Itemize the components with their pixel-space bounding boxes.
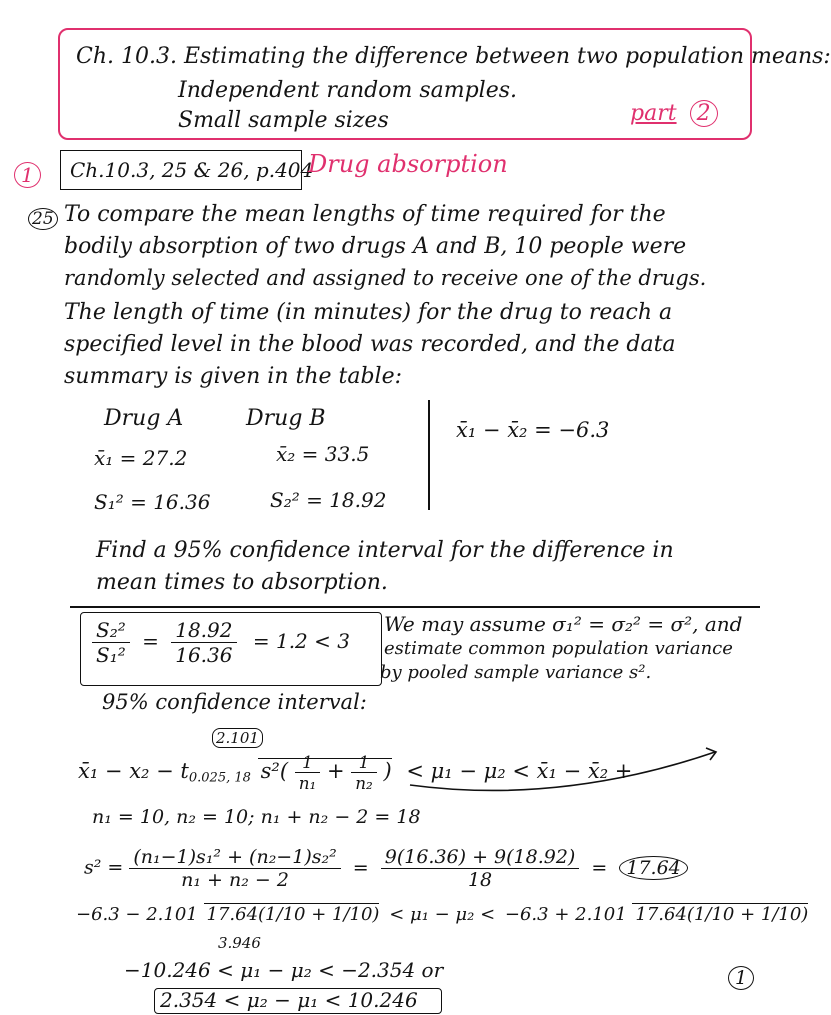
table-x1: x̄₁ = 27.2 [94, 446, 188, 470]
interval-calculation: −6.3 − 2.101 17.64(1/10 + 1/10) < μ₁ − μ₂ < −6.3 + 2.101 17.64(1/10 + 1/10) [76, 904, 809, 925]
solution-divider [70, 606, 760, 608]
pooled-values: $\frac{9(16.36) + 9(18.92)}{18}$ [381, 846, 580, 891]
ci-formula-radical: s²( $\frac{1}{\text{n₁}}$ + $\frac{1}{\text{n₂}}$ ) [258, 758, 392, 783]
assumption-line-3: by pooled sample variance s². [380, 662, 652, 683]
ci-formula: x̄₁ − $x_2 - t_{0.025, 18}$ s²( $\frac{1}{\text{n₁}}$ + $\frac{1}{\text{n₂}}$ ) < μ₁ − μ₂ < x̄₁ − x̄₂ + [78, 752, 633, 793]
problem-topic: Drug absorption [308, 150, 508, 178]
table-header-drug-a: Drug A [104, 406, 184, 431]
problem-number: 25 [28, 208, 58, 230]
question-line-1: Find a 95% confidence interval for the difference in [96, 538, 674, 563]
part-label [630, 100, 718, 127]
ref-circle-number: 1 [14, 162, 41, 188]
ratio-symbolic: $\frac{\text{S₂²}}{\text{S₁²}}$ [92, 618, 130, 667]
pooled-result: 17.64 [619, 856, 687, 880]
assumption-line-1: We may assume σ₁² = σ₂² = σ², and [384, 612, 743, 636]
question-line-2: mean times to absorption. [96, 570, 388, 595]
ratio-result: = 1.2 < 3 [252, 629, 350, 653]
problem-line-5: specified level in the blood was recorded, and the data [64, 332, 676, 357]
problem-reference: Ch.10.3, 25 & 26, p.404 [70, 158, 314, 182]
pooled-variance: s² = $\frac{\text{(n₁−1)s₁² + (n₂−1)s₂²}}{\text{n₁ + n₂ − 2}}$ = $\frac{9(16.36) + 9(18.92)}{18}$ = 17.64 [84, 846, 688, 891]
final-circle-number: 1 [728, 966, 754, 990]
margin-of-error: 3.946 [218, 934, 261, 952]
table-header-drug-b: Drug B [246, 406, 326, 431]
problem-line-6: summary is given in the table: [64, 364, 403, 389]
problem-line-3: randomly selected and assigned to receive one of the drugs. [64, 266, 707, 290]
header-subtitle-2: Small sample sizes [178, 108, 389, 133]
table-s1: S₁² = 16.36 [94, 490, 211, 514]
part-word: part [630, 101, 677, 126]
ci-label: 95% confidence interval: [102, 690, 367, 714]
result-line-2: 2.354 < μ₂ − μ₁ < 10.246 [160, 988, 418, 1012]
variance-ratio: $\frac{\text{S₂²}}{\text{S₁²}}$ = $\frac{18.92}{16.36}$ = 1.2 < 3 [92, 618, 350, 667]
header-subtitle: Independent random samples. [178, 78, 518, 103]
ratio-values: $\frac{18.92}{16.36}$ [171, 618, 236, 667]
result-line-1: −10.246 < μ₁ − μ₂ < −2.354 or [124, 958, 444, 982]
header-title: Ch. 10.3. Estimating the difference between two population means: [76, 44, 831, 69]
table-x2: x̄₂ = 33.5 [276, 442, 370, 466]
table-s2: S₂² = 18.92 [270, 488, 387, 512]
problem-line-4: The length of time (in minutes) for the drug to reach a [64, 300, 673, 325]
table-divider [428, 400, 430, 510]
t-value-annotation: 2.101 [212, 728, 263, 748]
sample-sizes: n₁ = 10, n₂ = 10; n₁ + n₂ − 2 = 18 [92, 806, 421, 828]
pooled-formula: $\frac{\text{(n₁−1)s₁² + (n₂−1)s₂²}}{\text{n₁ + n₂ − 2}}$ [129, 846, 340, 891]
table-mean-difference: x̄₁ − x̄₂ = −6.3 [456, 418, 610, 442]
part-number: 2 [690, 100, 718, 127]
problem-line-1: To compare the mean lengths of time required for the [64, 202, 666, 227]
problem-line-2: bodily absorption of two drugs A and B, 10 people were [64, 234, 687, 259]
assumption-line-2: estimate common population variance [384, 638, 733, 659]
